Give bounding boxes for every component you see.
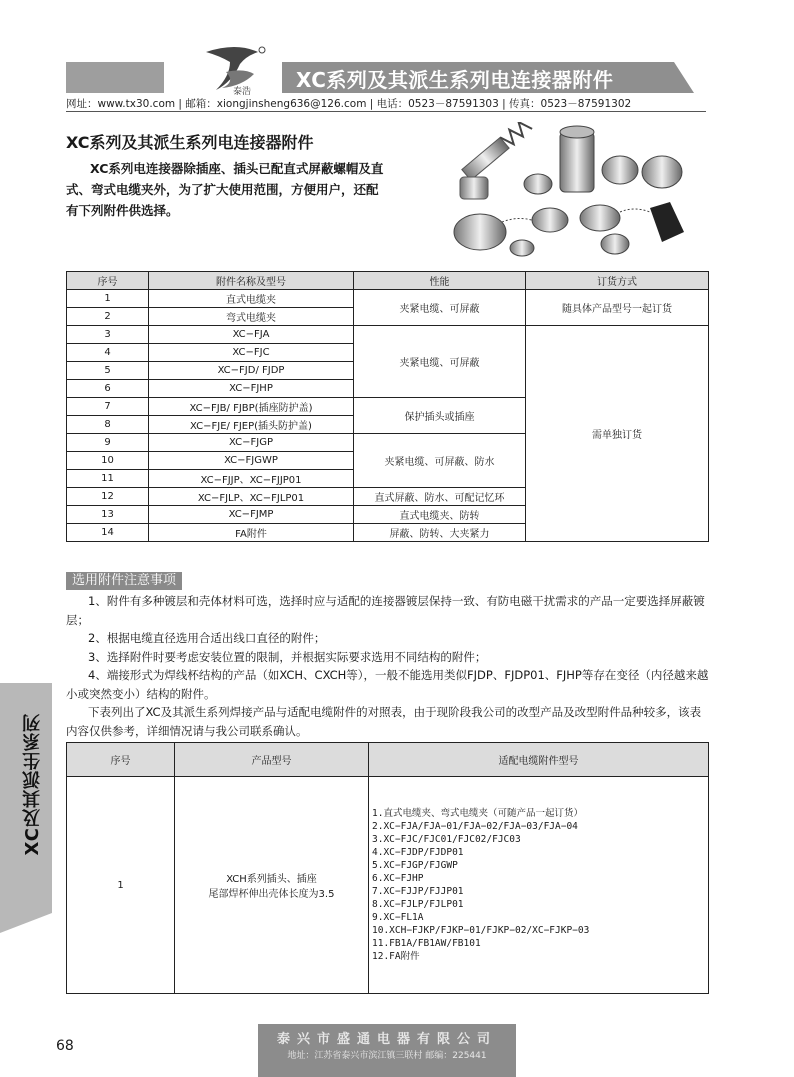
row-no: 10 (67, 452, 149, 470)
table-header-row (67, 743, 709, 777)
notes-body (66, 592, 710, 740)
performance-cell: 屏蔽、防转、大夹紧力 (354, 524, 526, 542)
header-no: 序号 (67, 272, 149, 290)
row-no: 13 (67, 506, 149, 524)
note-item: 2、根据电缆直径选用合适出线口直径的附件； (88, 631, 326, 645)
header-ordering: 订货方式 (526, 272, 709, 290)
row-no: 3 (67, 326, 149, 344)
note-item: 1、附件有多种镀层和壳体材料可选，选择时应与适配的连接器镀层保持一致、有防电磁干扰需求的产品一定要选择屏蔽镀层； (66, 594, 705, 627)
intro-paragraph: XC系列电连接器除插座、插头已配直式屏蔽螺帽及直式、弯式电缆夹外，为了扩大使用范围，方便用户，还配有下列附件供选择。 (66, 161, 384, 218)
performance-cell: 夹紧电缆、可屏蔽、防水 (354, 434, 526, 488)
list-item: 3.XC−FJC/FJC01/FJC02/FJC03 (372, 834, 521, 845)
side-tab-label: XC及其派生系列 (22, 713, 43, 856)
performance-cell: 直式屏蔽、防水、可配记忆环 (354, 488, 526, 506)
row-no: 1 (67, 290, 149, 308)
row-name: XC−FJGP (149, 434, 354, 452)
row-no: 11 (67, 470, 149, 488)
contact-line: 网址：www.tx30.com | 邮箱：xiongjinsheng636@126.com | 电话：0523－87591303 | 传真：0523－87591302 (66, 98, 632, 110)
row-no: 14 (67, 524, 149, 542)
product-line: 尾部焊杯伸出壳体长度为3.5 (208, 889, 335, 900)
header-performance: 性能 (354, 272, 526, 290)
row-name: XC−FJB/ FJBP(插座防护盖) (149, 398, 354, 416)
list-item: 7.XC−FJJP/FJJP01 (372, 886, 464, 897)
notes-title: 选用附件注意事项 (66, 572, 182, 590)
page-number: 68 (56, 1038, 74, 1054)
product-cell (175, 777, 369, 994)
list-item: 6.XC−FJHP (372, 873, 424, 884)
compatibility-table (66, 742, 709, 994)
row-name: XC−FJE/ FJEP(插头防护盖) (149, 416, 354, 434)
row-name: XC−FJMP (149, 506, 354, 524)
header-gray-block (66, 62, 164, 93)
list-item: 4.XC−FJDP/FJDP01 (372, 847, 464, 858)
row-no: 8 (67, 416, 149, 434)
logo-text: 泰浩 (233, 87, 252, 97)
header-no: 序号 (67, 743, 175, 777)
table-row (67, 290, 709, 308)
banner-title: XC系列及其派生系列电连接器附件 (296, 68, 614, 92)
footer-address: 地址：江苏省泰兴市滨江镇三联村 邮编：225441 (287, 1051, 487, 1061)
footer-company: 泰兴市盛通电器有限公司 (276, 1032, 497, 1047)
row-name: XC−FJGWP (149, 452, 354, 470)
list-item: 9.XC−FL1A (372, 912, 424, 923)
ordering-cell: 需单独订货 (526, 326, 709, 542)
row-no: 7 (67, 398, 149, 416)
row-name: 弯式电缆夹 (149, 308, 354, 326)
accessories-photo (440, 122, 710, 272)
note-item: 下表列出了XC及其派生系列焊接产品与适配电缆附件的对照表，由于现阶段我公司的改型产品及改型附件品种较多，该表内容仅供参考，详细情况请与我公司联系确认。 (66, 705, 702, 738)
table-row (67, 777, 709, 994)
row-name: 直式电缆夹 (149, 290, 354, 308)
list-item: 8.XC−FJLP/FJLP01 (372, 899, 464, 910)
performance-cell: 保护插头或插座 (354, 398, 526, 434)
row-name: XC−FJC (149, 344, 354, 362)
row-no: 5 (67, 362, 149, 380)
header-name: 附件名称及型号 (149, 272, 354, 290)
product-line: XCH系列插头、插座 (226, 874, 317, 885)
accessories-list (369, 777, 709, 994)
table-row (67, 326, 709, 344)
row-name: XC−FJLP、XC−FJLP01 (149, 488, 354, 506)
header-accessories: 适配电缆附件型号 (369, 743, 709, 777)
row-no: 6 (67, 380, 149, 398)
table-header-row (67, 272, 709, 290)
header-product: 产品型号 (175, 743, 369, 777)
row-name: FA附件 (149, 524, 354, 542)
ordering-cell: 随具体产品型号一起订货 (526, 290, 709, 326)
list-item: 2.XC−FJA/FJA−01/FJA−02/FJA−03/FJA−04 (372, 821, 578, 832)
row-no: 4 (67, 344, 149, 362)
row-name: XC−FJD/ FJDP (149, 362, 354, 380)
row-no: 1 (67, 777, 175, 994)
accessories-table (66, 271, 709, 542)
performance-cell: 夹紧电缆、可屏蔽 (354, 326, 526, 398)
row-no: 12 (67, 488, 149, 506)
section-title: XC系列及其派生系列电连接器附件 (66, 133, 314, 152)
note-item: 4、端接形式为焊线杯结构的产品（如XCH、CXCH等），一般不能选用类似FJDP、FJDP01、FJHP等存在变径（内径越来越小或突然变小）结构的附件。 (66, 668, 709, 701)
performance-cell: 直式电缆夹、防转 (354, 506, 526, 524)
list-item: 5.XC−FJGP/FJGWP (372, 860, 458, 871)
performance-cell: 夹紧电缆、可屏蔽 (354, 290, 526, 326)
row-no: 9 (67, 434, 149, 452)
note-item: 3、选择附件时要考虑安装位置的限制，并根据实际要求选用不同结构的附件； (88, 649, 487, 664)
list-item: 1.直式电缆夹、弯式电缆夹（可随产品一起订货） (372, 808, 583, 819)
header-divider (66, 111, 706, 112)
row-name: XC−FJJP、XC−FJJP01 (149, 470, 354, 488)
row-no: 2 (67, 308, 149, 326)
list-item: 11.FB1A/FB1AW/FB101 (372, 938, 481, 949)
row-name: XC−FJA (149, 326, 354, 344)
list-item: 12.FA附件 (372, 951, 420, 962)
list-item: 10.XCH−FJKP/FJKP−01/FJKP−02/XC−FJKP−03 (372, 925, 590, 936)
row-name: XC−FJHP (149, 380, 354, 398)
